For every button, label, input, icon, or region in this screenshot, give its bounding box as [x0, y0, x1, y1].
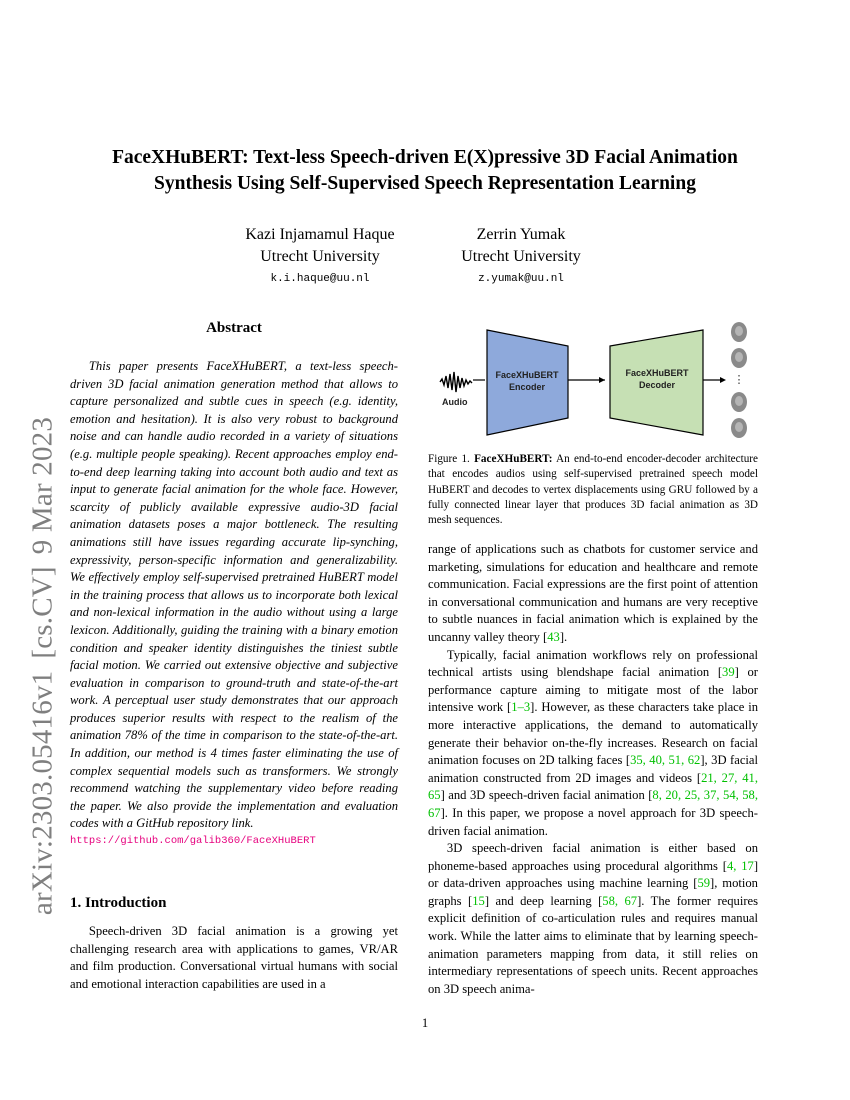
abstract-body: [70, 358, 398, 851]
title-line-2: Synthesis Using Self-Supervised Speech Representation Learning: [154, 173, 696, 194]
arrow-head: [720, 377, 726, 383]
page-number: 1: [421, 1016, 429, 1030]
caption-label: Figure 1.: [428, 453, 470, 465]
citation-link[interactable]: 58, 67: [602, 893, 638, 908]
author-email[interactable]: z.yumak@uu.nl: [478, 273, 564, 285]
face-mesh-icon: [731, 392, 747, 412]
abstract-heading: Abstract: [206, 320, 262, 336]
figure-1-diagram: [430, 318, 760, 443]
face-mesh-icon: [731, 418, 747, 438]
encoder-label-1: FaceXHuBERT: [495, 370, 559, 380]
intro-paragraph: Speech-driven 3D facial animation is a growing yet challenging research area with applications to games, VR/AR and film production. Conversational virtual humans with social and emotional interaction capabilities are used in a: [70, 924, 398, 991]
title-line-1: FaceXHuBERT: Text-less Speech-driven E(X)pressive 3D Facial Animation: [112, 147, 738, 168]
citation-link[interactable]: 43: [547, 629, 560, 644]
mesh-ellipsis: ⋮: [733, 374, 745, 386]
citation-link[interactable]: 8, 20, 25, 37, 54, 58, 67: [428, 788, 758, 820]
citation-link[interactable]: 35, 40, 51, 62: [630, 753, 701, 768]
arxiv-id: arXiv:2303.05416v1: [26, 670, 59, 916]
decoder-label-1: FaceXHuBERT: [625, 368, 689, 378]
section-heading-introduction: 1. Introduction: [70, 895, 167, 911]
encoder-label-2: Encoder: [508, 382, 546, 392]
face-mesh-icon: [731, 322, 747, 342]
citation-link[interactable]: 15: [472, 893, 485, 908]
citation-link[interactable]: 4, 17: [726, 858, 754, 873]
arxiv-date: 9 Mar 2023: [26, 416, 59, 555]
paper-title: [70, 145, 780, 197]
caption-bold-title: FaceXHuBERT:: [474, 453, 553, 465]
author-name: Kazi Injamamul Haque: [245, 226, 395, 243]
citation-link[interactable]: 1–3: [511, 700, 531, 715]
audio-waveform-icon: [440, 372, 472, 392]
author-affiliation: Utrecht University: [260, 248, 380, 265]
github-link[interactable]: https://github.com/galib360/FaceXHuBERT: [70, 835, 316, 848]
citation-link[interactable]: 59: [697, 876, 711, 891]
right-column: [428, 541, 758, 998]
author-block-2: [421, 224, 621, 290]
audio-label: Audio: [442, 397, 468, 407]
author-affiliation: Utrecht University: [461, 248, 581, 265]
arxiv-category: [cs.CV]: [26, 566, 59, 659]
paragraph-facial-workflows: Typically, facial animation workflows rely on professional technical artists using blendshape facial animation [39] or performance capture aiming to mitigate most of the labor intensive work [1–3]. However, as these characters take place in more interactive applications, the demand to automatically generate their behavior on-the-fly increases. Research on facial animation focuses on 2D talking faces [35, 40, 51, 62], 3D facial animation constructed from 2D images and videos [21, 27, 41, 65] and 3D speech-driven facial animation [8, 20, 25, 37, 54, 58, 67]. In this paper, we propose a novel approach for 3D speech-driven facial animation.: [428, 647, 759, 838]
author-email[interactable]: k.i.haque@uu.nl: [270, 273, 370, 285]
paragraph-3d-speech-driven: 3D speech-driven facial animation is either based on phoneme-based approaches using procedural algorithms [4, 17] or data-driven approaches using machine learning [59], motion graphs [15] and deep learning [58, 67]. The former requires explicit definition of co-articulation rules and requires manual work. While the latter aims to eliminate that by learning speech-animation parameters mapping from data, it still relies on intermediary representations of speech units. Recent approaches on 3D speech anima-: [428, 841, 759, 996]
arxiv-stamp: [27, 405, 60, 915]
author-name: Zerrin Yumak: [476, 226, 566, 243]
caption-text: An end-to-end encoder-decoder architecture that encodes audios using self-supervised pretrained speech model HuBERT and decodes to vertex displacements using GRU followed by a fully connected linear layer that produces 3D facial animation as 3D mesh sequences.: [428, 453, 758, 527]
face-mesh-icon: [731, 348, 747, 368]
author-block-1: [220, 224, 420, 290]
arrow-head: [599, 377, 605, 383]
intro-column-left: [70, 923, 398, 993]
decoder-label-2: Decoder: [638, 380, 676, 390]
figure-1-caption: [428, 452, 758, 528]
abstract-text: This paper presents FaceXHuBERT, a text-less speech-driven 3D facial animation generation method that allows to capture personalized and subtle cues in speech (e.g. identity, emotion and hesitation). It is also very robust to background noise and can handle audio recorded in a variety of situations (e.g. multiple people speaking). Recent approaches employ end-to-end deep learning taking into account both audio and text as input to generate facial animation for the whole face. However, scarcity of publicly available expressive audio-3D facial animation datasets poses a major bottleneck. The resulting animations still have issues regarding accurate lip-synching, expressivity, person-specific information and generalizability. We effectively employ self-supervised pretrained HuBERT model in the training process that allows us to incorporate both lexical and non-lexical information in the audio without using a large lexicon. Additionally, guiding the training with a binary emotion condition and speaker identity distinguishes the tiniest subtle facial motion. We carried out extensive objective and subjective evaluation in comparison to ground-truth and state-of-the-art work. A perceptual user study demonstrates that our approach produces superior results with respect to the realism of the animation 78% of the time in comparison to the state-of-the-art. In addition, our method is 4 times faster eliminating the use of complex sequential models such as transformers. We strongly recommend watching the supplementary video before reading the paper. We also provide the implementation and evaluation codes with a GitHub repository link.: [70, 359, 398, 831]
paragraph-continuation: range of applications such as chatbots for customer service and marketing, simulations for education and healthcare and remote communication. Facial expressions are the first point of attention in conversational communication and humans are very receptive to subtle nuances in facial animation which is explained by the uncanny valley theory [43].: [428, 542, 758, 644]
citation-link[interactable]: 39: [722, 665, 735, 680]
citation-link[interactable]: 21, 27, 41, 65: [428, 770, 758, 803]
